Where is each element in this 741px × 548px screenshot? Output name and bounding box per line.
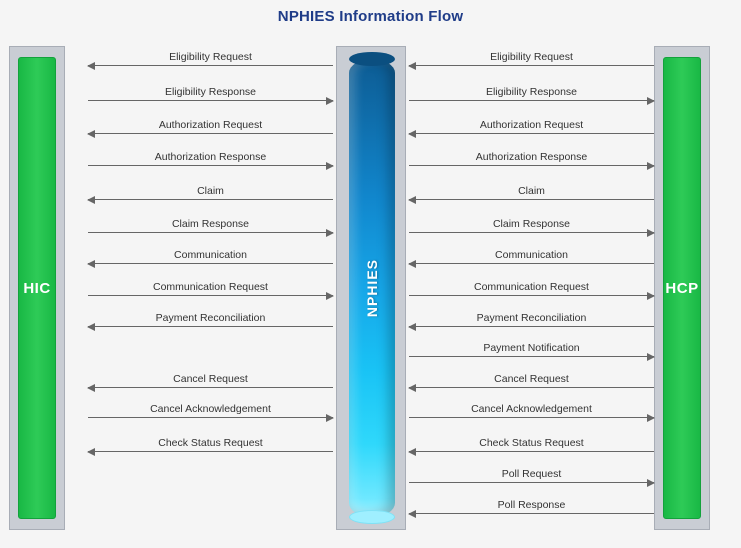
flow-line	[409, 232, 654, 233]
flow-line	[409, 326, 654, 327]
flow-line	[88, 263, 333, 264]
flow-line	[409, 199, 654, 200]
flow-label: Communication	[495, 249, 568, 261]
arrow-head-left-icon	[87, 384, 95, 392]
arrow-head-right-icon	[326, 97, 334, 105]
arrow-head-left-icon	[408, 448, 416, 456]
node-hcp-body	[663, 57, 701, 519]
arrow-head-left-icon	[87, 196, 95, 204]
arrow-head-right-icon	[647, 479, 655, 487]
arrow-head-left-icon	[87, 323, 95, 331]
arrow-head-right-icon	[647, 229, 655, 237]
arrow-head-left-icon	[408, 510, 416, 518]
arrow-head-left-icon	[408, 323, 416, 331]
flow-label: Cancel Request	[173, 373, 248, 385]
arrow-head-left-icon	[87, 130, 95, 138]
arrow-head-left-icon	[408, 196, 416, 204]
flow-label: Communication Request	[153, 281, 268, 293]
arrow-head-left-icon	[408, 384, 416, 392]
flow-line	[88, 100, 333, 101]
flow-label: Cancel Request	[494, 373, 569, 385]
flow-label: Authorization Response	[475, 151, 588, 163]
flow-line	[88, 133, 333, 134]
flow-line	[88, 295, 333, 296]
node-hic	[9, 46, 65, 530]
arrow-head-right-icon	[647, 353, 655, 361]
flow-line	[409, 295, 654, 296]
flow-line	[88, 326, 333, 327]
flow-label: Communication	[174, 249, 247, 261]
flow-label: Payment Reconciliation	[476, 312, 587, 324]
flow-line	[88, 165, 333, 166]
flow-label: Cancel Acknowledgement	[471, 403, 592, 415]
arrow-head-right-icon	[647, 162, 655, 170]
flow-label: Claim Response	[492, 218, 571, 230]
flow-line	[409, 356, 654, 357]
node-nphies-label-wrap	[349, 59, 395, 517]
node-nphies	[336, 46, 406, 530]
flow-line	[88, 232, 333, 233]
flow-label: Check Status Request	[158, 437, 263, 449]
node-nphies-cylinder	[349, 59, 395, 517]
page-title: NPHIES Information Flow	[277, 8, 464, 25]
node-hcp-label: HCP	[665, 279, 699, 297]
flow-line	[409, 417, 654, 418]
flow-line	[409, 133, 654, 134]
arrow-head-left-icon	[408, 62, 416, 70]
flow-line	[88, 417, 333, 418]
node-nphies-label: NPHIES	[364, 258, 380, 318]
flow-label: Eligibility Response	[164, 86, 257, 98]
flow-line	[409, 165, 654, 166]
flow-line	[88, 65, 333, 66]
flow-line	[88, 387, 333, 388]
flow-line	[409, 513, 654, 514]
flow-line	[409, 482, 654, 483]
arrow-head-right-icon	[647, 97, 655, 105]
flow-line	[409, 100, 654, 101]
arrow-head-left-icon	[408, 260, 416, 268]
arrow-head-right-icon	[326, 162, 334, 170]
flow-label: Poll Response	[497, 499, 566, 511]
flow-line	[88, 451, 333, 452]
flow-label: Cancel Acknowledgement	[150, 403, 271, 415]
flow-line	[409, 387, 654, 388]
flow-line	[409, 451, 654, 452]
flow-label: Eligibility Request	[169, 51, 252, 63]
flow-label: Eligibility Response	[485, 86, 578, 98]
arrow-head-right-icon	[647, 292, 655, 300]
flow-label: Authorization Request	[158, 119, 263, 131]
arrow-head-left-icon	[87, 62, 95, 70]
node-hcp	[654, 46, 710, 530]
arrow-head-right-icon	[326, 229, 334, 237]
node-hic-body	[18, 57, 56, 519]
flow-line	[409, 263, 654, 264]
flow-label: Payment Reconciliation	[155, 312, 266, 324]
flow-label: Eligibility Request	[490, 51, 573, 63]
flow-line	[88, 199, 333, 200]
arrow-head-right-icon	[326, 292, 334, 300]
flow-label: Check Status Request	[479, 437, 584, 449]
arrow-head-left-icon	[87, 448, 95, 456]
flow-label: Authorization Response	[154, 151, 267, 163]
flow-label: Claim	[518, 185, 545, 197]
arrow-head-right-icon	[326, 414, 334, 422]
flow-label: Payment Notification	[483, 342, 580, 354]
flow-label: Claim	[197, 185, 224, 197]
flow-label: Communication Request	[474, 281, 589, 293]
flow-label: Authorization Request	[479, 119, 584, 131]
arrow-head-left-icon	[408, 130, 416, 138]
flow-line	[409, 65, 654, 66]
arrow-head-right-icon	[647, 414, 655, 422]
node-hic-label: HIC	[23, 279, 51, 297]
flow-label: Claim Response	[171, 218, 250, 230]
flow-label: Poll Request	[501, 468, 562, 480]
arrow-head-left-icon	[87, 260, 95, 268]
